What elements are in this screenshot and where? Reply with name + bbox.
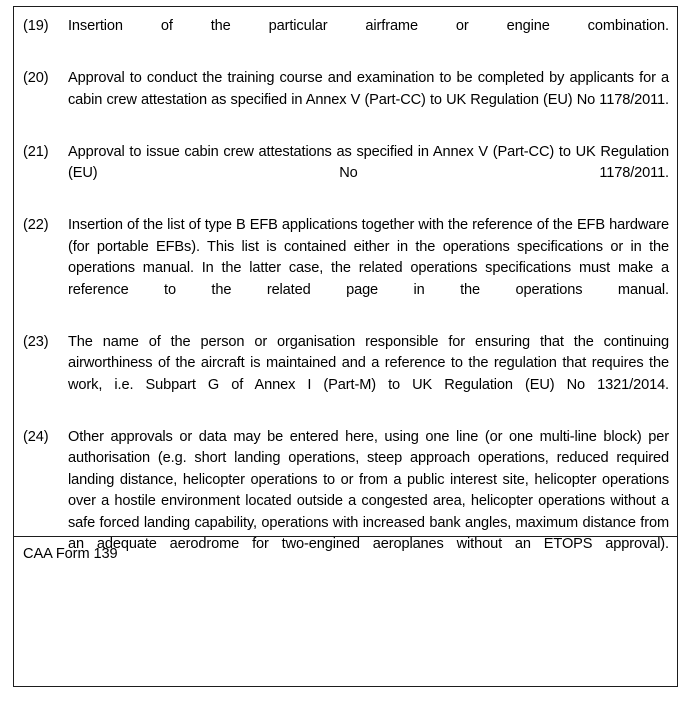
provision-number: (22)	[23, 217, 49, 233]
provision-text: Other approvals or data may be entered here, using one line (or one multi-line block) per authorisation (e.g. short landing operations, steep approach operations, reduced required landing distance, helicopter operations to or from a public interest site, helicopter operations over a hostile environment located outside a congested area, helicopter operations without a safe forced landing capability, operations with increased bank angles, maximum distance from an adequate aerodrome for two-engined aeroplanes without an ETOPS approval).	[68, 428, 669, 552]
list-item	[23, 332, 669, 418]
provision-number: (21)	[23, 143, 49, 160]
provisions-cell	[14, 7, 677, 552]
provision-number: (20)	[23, 70, 49, 86]
provision-number: (24)	[23, 428, 49, 445]
list-item	[23, 215, 669, 323]
list-item	[23, 16, 669, 59]
provision-number: (23)	[23, 333, 49, 350]
list-item	[23, 142, 669, 207]
provision-text: The name of the person or organisation responsible for ensuring that the continuing airworthiness of the aircraft is maintained and a reference to the regulation that requires the work, i.e. Subpart G of Annex I (Part-M) to UK Regulation (EU) No 1321/2014.	[68, 333, 669, 393]
provision-text: Insertion of the particular airframe or engine combination.	[68, 18, 669, 34]
provision-text: Insertion of the list of type B EFB applications together with the reference of the EFB hardware (for portable EFBs). This list is contained either in the operations specifications or in the operations manual. In the latter case, the related operations specifications must make a reference to the related page in the operations manual.	[68, 217, 669, 298]
provision-text: Approval to conduct the training course and examination to be completed by applicants for a cabin crew attestation as specified in Annex V (Part-CC) to UK Regulation (EU) No 1178/2011.	[68, 70, 669, 108]
list-item	[23, 68, 669, 133]
list-item	[23, 427, 669, 578]
provision-number: (19)	[23, 18, 49, 34]
form-table	[13, 6, 678, 687]
form-number-label: CAA Form 139	[23, 546, 118, 562]
provision-text: Approval to issue cabin crew attestations as specified in Annex V (Part-CC) to UK Regulation (EU) No 1178/2011.	[68, 143, 669, 181]
